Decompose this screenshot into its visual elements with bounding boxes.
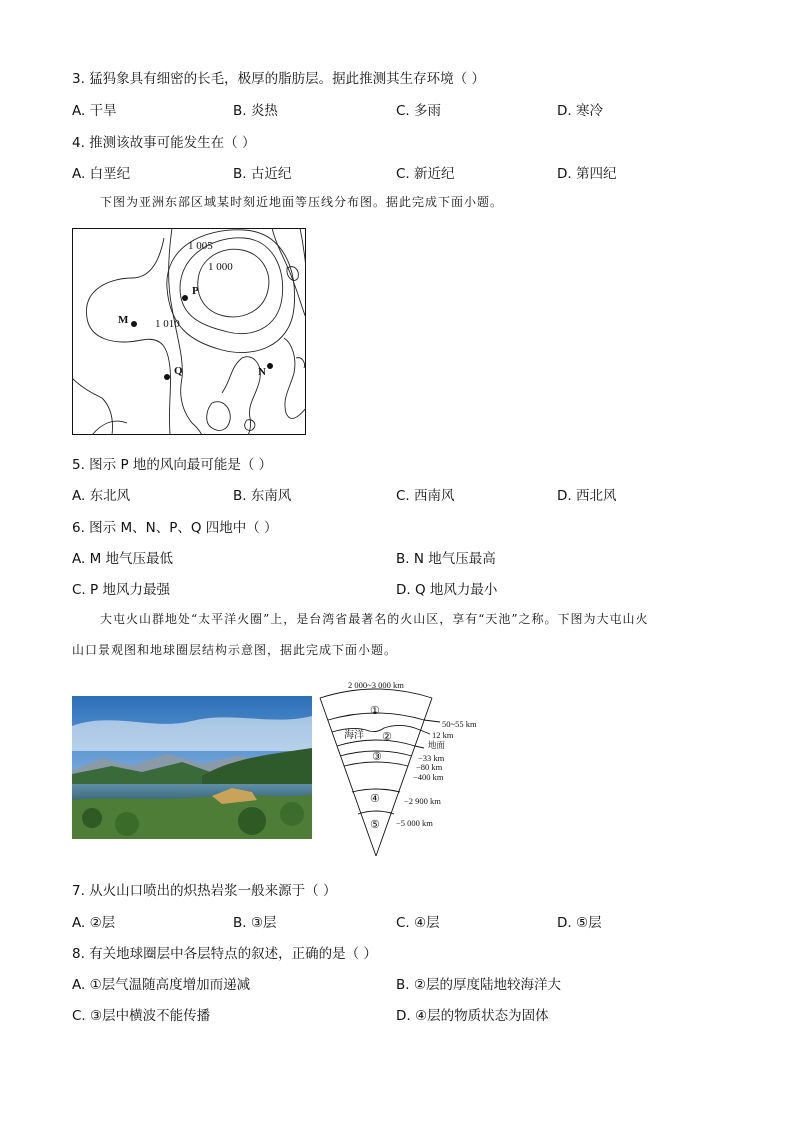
q5-option-d: D. 西北风: [557, 488, 617, 504]
isobar-label-1005: 1 005: [188, 240, 213, 252]
question-4-stem: 4. 推测该故事可能发生在（ ）: [72, 135, 256, 151]
q3-option-b: B. 炎热: [233, 103, 278, 119]
diagram-top-label: 2 000~3 000 km: [348, 680, 404, 690]
layer-1-label: ①: [370, 705, 380, 717]
depth-label-7: −2 900 km: [404, 796, 441, 806]
q3-option-d: D. 寒冷: [557, 103, 603, 119]
intro-isobar-map: 下图为亚洲东部区域某时刻近地面等压线分布图。据此完成下面小题。: [100, 195, 504, 209]
depth-label-5: −80 km: [416, 762, 443, 772]
crater-lake-photo: [72, 696, 312, 839]
q6-option-d: D. Q 地风力最小: [396, 582, 498, 598]
layer-2-label: ②: [382, 731, 392, 743]
layer-5-label: ⑤: [370, 819, 380, 831]
q6-option-a: A. M 地气压最低: [72, 551, 174, 567]
label-p: P: [192, 285, 199, 297]
isobar-label-1000: 1 000: [208, 261, 233, 273]
depth-label-1: 50~55 km: [442, 719, 477, 729]
depth-label-4: −33 km: [418, 753, 445, 763]
q6-option-b: B. N 地气压最高: [396, 551, 496, 567]
intro-volcano-line1: 大屯火山群地处“太平洋火圈”上，是台湾省最著名的火山区，享有“天池”之称。下图为大屯山火: [100, 612, 649, 626]
label-q: Q: [174, 365, 183, 377]
depth-label-6: −400 km: [413, 772, 444, 782]
point-m-marker: [131, 321, 137, 327]
q7-option-a: A. ②层: [72, 915, 116, 931]
point-n-marker: [267, 363, 273, 369]
question-5-stem: 5. 图示 P 地的风向最可能是（ ）: [72, 457, 273, 473]
q8-option-c: C. ③层中横波不能传播: [72, 1008, 211, 1024]
isobar-map: [72, 228, 306, 435]
q4-option-a: A. 白垩纪: [72, 166, 131, 182]
intro-volcano-line2: 山口景观图和地球圈层结构示意图，据此完成下面小题。: [72, 643, 398, 657]
q7-option-d: D. ⑤层: [557, 915, 602, 931]
q5-option-a: A. 东北风: [72, 488, 131, 504]
question-3-stem: 3. 猛犸象具有细密的长毛，极厚的脂肪层。据此推测其生存环境（ ）: [72, 71, 485, 87]
q4-option-d: D. 第四纪: [557, 166, 617, 182]
q6-option-c: C. P 地风力最强: [72, 582, 170, 598]
q8-option-d: D. ④层的物质状态为固体: [396, 1008, 549, 1024]
point-q-marker: [164, 374, 170, 380]
q4-option-c: C. 新近纪: [396, 166, 455, 182]
isobar-label-1010: 1 010: [155, 318, 180, 330]
q3-option-a: A. 干旱: [72, 103, 117, 119]
question-6-stem: 6. 图示 M、N、P、Q 四地中（ ）: [72, 520, 278, 536]
q7-option-b: B. ③层: [233, 915, 277, 931]
q8-option-a: A. ①层气温随高度增加而递减: [72, 977, 251, 993]
label-n: N: [258, 366, 266, 378]
q7-option-c: C. ④层: [396, 915, 440, 931]
depth-label-2: 12 km: [432, 730, 454, 740]
depth-label-3: 地面: [428, 740, 446, 750]
q3-option-c: C. 多雨: [396, 103, 442, 119]
q4-option-b: B. 古近纪: [233, 166, 292, 182]
layer-3-label: ③: [372, 751, 382, 763]
ocean-label: 海洋: [344, 730, 364, 741]
depth-label-8: −5 000 km: [396, 818, 433, 828]
label-m: M: [118, 314, 129, 326]
q8-option-b: B. ②层的厚度陆地较海洋大: [396, 977, 561, 993]
layer-4-label: ④: [370, 793, 380, 805]
point-p-marker: [182, 295, 188, 301]
earth-layers-diagram: [318, 676, 488, 860]
q5-option-b: B. 东南风: [233, 488, 292, 504]
question-8-stem: 8. 有关地球圈层中各层特点的叙述，正确的是（ ）: [72, 946, 377, 962]
q5-option-c: C. 西南风: [396, 488, 455, 504]
question-7-stem: 7. 从火山口喷出的炽热岩浆一般来源于（ ）: [72, 883, 337, 899]
